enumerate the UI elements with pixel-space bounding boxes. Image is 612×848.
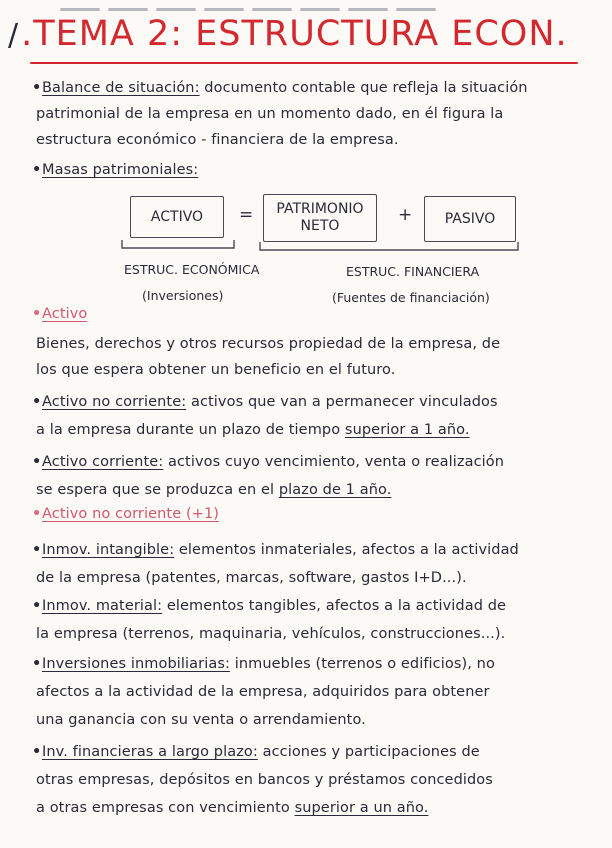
intangible-line-2: de la empresa (patentes, marcas, software, gastos I+D...). bbox=[36, 570, 467, 586]
no-corriente-line-2 bbox=[36, 420, 596, 440]
balance-line-2: patrimonial de la empresa en un momento dado, en él figura la bbox=[36, 106, 504, 122]
faded-header-strokes bbox=[60, 0, 540, 4]
inversiones-text-1: inmuebles (terrenos o edificios), no bbox=[234, 656, 495, 672]
patrimonio-label-1: PATRIMONIO bbox=[276, 201, 364, 217]
activo-line-1: Bienes, derechos y otros recursos propiedad de la empresa, de bbox=[36, 336, 501, 352]
corriente-line-2 bbox=[36, 480, 596, 500]
equals-sign: = bbox=[239, 205, 254, 225]
bullet-icon: • bbox=[32, 162, 42, 178]
corriente-text-2a: se espera que se produzca en el bbox=[36, 482, 275, 498]
intangible-term: Inmov. intangible: bbox=[42, 542, 175, 558]
left-caption-1: ESTRUC. ECONÓMICA bbox=[124, 262, 260, 277]
financieras-text-1: acciones y participaciones de bbox=[262, 744, 480, 760]
bullet-icon: • bbox=[32, 598, 42, 614]
balance-line-1 bbox=[32, 78, 592, 98]
right-caption-1: ESTRUC. FINANCIERA bbox=[346, 264, 480, 279]
left-caption-2: (Inversiones) bbox=[142, 288, 224, 303]
corriente-term: Activo corriente: bbox=[42, 454, 164, 470]
balance-line-3: estructura económico - financiera de la empresa. bbox=[36, 132, 399, 148]
bullet-icon: • bbox=[32, 744, 42, 760]
balance-term: Balance de situación: bbox=[42, 80, 200, 96]
title-underline bbox=[30, 62, 578, 64]
activo-heading: Activo bbox=[42, 306, 88, 322]
financieras-term: Inv. financieras a largo plazo: bbox=[42, 744, 258, 760]
financieras-text-3a: a otras empresas con vencimiento bbox=[36, 800, 290, 816]
no-corriente-text-2a: a la empresa durante un plazo de tiempo bbox=[36, 422, 341, 438]
right-caption-2: (Fuentes de financiación) bbox=[332, 290, 490, 305]
corriente-text-1: activos cuyo vencimiento, venta o realización bbox=[167, 454, 505, 470]
bullet-icon: • bbox=[32, 306, 42, 322]
financieras-line-2: otras empresas, depósitos en bancos y préstamos concedidos bbox=[36, 772, 493, 788]
material-term: Inmov. material: bbox=[42, 598, 163, 614]
activo-box: ACTIVO bbox=[130, 196, 224, 238]
bullet-icon: • bbox=[32, 506, 42, 522]
corriente-text-2b: plazo de 1 año. bbox=[278, 482, 392, 498]
masas-line bbox=[32, 160, 592, 180]
no-corriente-line-1 bbox=[32, 392, 592, 412]
right-brace bbox=[256, 240, 522, 260]
no-corriente-text-2b: superior a 1 año. bbox=[344, 422, 470, 438]
left-brace bbox=[118, 238, 238, 258]
corriente-line-1 bbox=[32, 452, 592, 472]
financieras-text-3b: superior a un año. bbox=[294, 800, 429, 816]
activo-line-2: los que espera obtener un beneficio en el futuro. bbox=[36, 362, 396, 378]
intangible-text-1: elementos inmateriales, afectos a la actividad bbox=[178, 542, 519, 558]
material-text-1: elementos tangibles, afectos a la actividad de bbox=[166, 598, 507, 614]
material-line-1 bbox=[32, 596, 592, 616]
page-title bbox=[8, 14, 608, 54]
bullet-icon: • bbox=[32, 454, 42, 470]
anc-heading: Activo no corriente (+1) bbox=[42, 506, 220, 522]
anc-heading-line bbox=[32, 504, 592, 524]
patrimonio-neto-box bbox=[263, 194, 377, 242]
activo-heading-line bbox=[32, 304, 592, 324]
financieras-line-1 bbox=[32, 742, 592, 762]
masas-term: Masas patrimoniales: bbox=[42, 162, 199, 178]
slash-mark: / bbox=[8, 18, 20, 53]
balance-text-1: documento contable que refleja la situación bbox=[204, 80, 528, 96]
inversiones-line-2: afectos a la actividad de la empresa, adquiridos para obtener bbox=[36, 684, 490, 700]
title-text: .TEMA 2: ESTRUCTURA ECON. bbox=[21, 14, 568, 54]
material-line-2: la empresa (terrenos, maquinaria, vehículos, construcciones...). bbox=[36, 626, 506, 642]
no-corriente-text-1: activos que van a permanecer vinculados bbox=[190, 394, 498, 410]
bullet-icon: • bbox=[32, 394, 42, 410]
inversiones-term: Inversiones inmobiliarias: bbox=[42, 656, 230, 672]
bullet-icon: • bbox=[32, 542, 42, 558]
pasivo-box: PASIVO bbox=[424, 196, 516, 242]
no-corriente-term: Activo no corriente: bbox=[42, 394, 187, 410]
bullet-icon: • bbox=[32, 656, 42, 672]
bullet-icon: • bbox=[32, 80, 42, 96]
intangible-line-1 bbox=[32, 540, 592, 560]
patrimonio-label-2: NETO bbox=[300, 218, 340, 234]
plus-sign: + bbox=[398, 205, 413, 225]
inversiones-line-1 bbox=[32, 654, 592, 674]
inversiones-line-3: una ganancia con su venta o arrendamiento. bbox=[36, 712, 366, 728]
financieras-line-3 bbox=[36, 798, 596, 818]
